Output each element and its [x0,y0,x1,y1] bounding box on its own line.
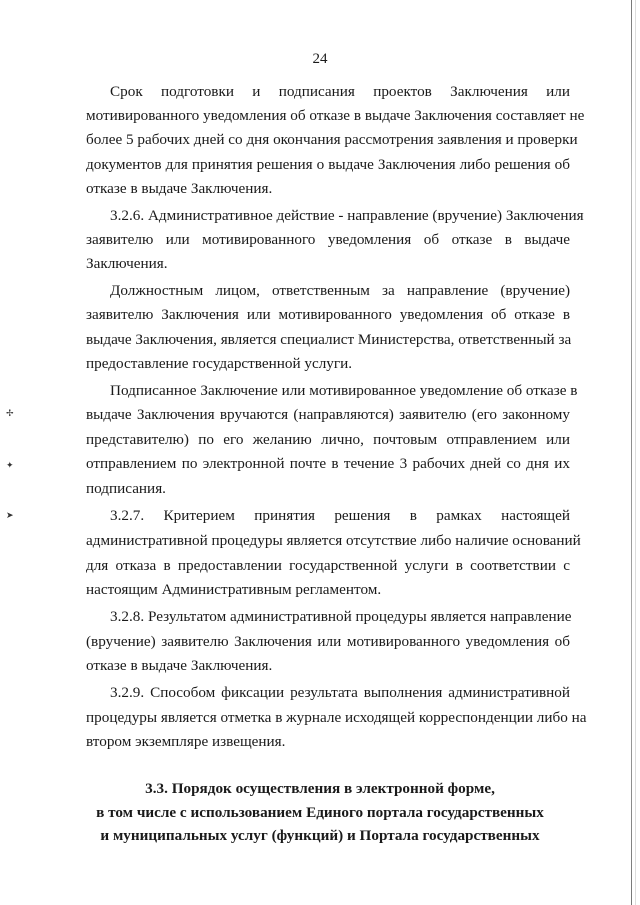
body-line: более 5 рабочих дней со дня окончания рассмотрения заявления и проверки [86,131,578,148]
body-line: втором экземпляре извещения. [86,733,286,750]
body-line: Срок подготовки и подписания проектов Заключения или [110,83,570,100]
body-line: процедуры является отметка в журнале исходящей корреспонденции либо на [86,709,587,726]
body-line: 3.2.6. Административное действие - направление (вручение) Заключения [110,207,584,224]
body-line: Подписанное Заключение или мотивированное уведомление об отказе в [110,382,578,399]
margin-speck: ✦ [6,460,14,470]
body-line: документов для принятия решения о выдаче Заключения либо решения об [86,156,570,173]
body-line: предоставление государственной услуги. [86,355,353,372]
body-line: настоящим Административным регламентом. [86,581,382,598]
body-line: для отказа в предоставлении государственной услуги в соответствии с [86,557,570,574]
body-line: Должностным лицом, ответственным за направление (вручение) [110,282,570,299]
body-line: отказе в выдаче Заключения. [86,657,273,674]
body-line: мотивированного уведомления об отказе в выдаче Заключения составляет не [86,107,585,124]
heading-line: 3.3. Порядок осуществления в электронной форме, [145,780,495,797]
heading-line: и муниципальных услуг (функций) и Портала государственных [100,827,540,844]
body-line: административной процедуры является отсутствие либо наличие оснований [86,532,581,549]
scan-edge-line [631,0,632,905]
body-line: Заключения. [86,255,168,272]
body-line: 3.2.8. Результатом административной процедуры является направление [110,608,572,625]
margin-speck: ✢ [6,408,14,418]
heading-line: в том числе с использованием Единого портала государственных [96,804,544,821]
body-line: выдаче Заключения, является специалист Министерства, ответственный за [86,331,572,348]
body-line: выдаче Заключения вручаются (направляются) заявителю (его законному [86,406,570,423]
body-line: представителю) по его желанию лично, почтовым отправлением или [86,431,570,448]
page-number: 24 [312,51,328,67]
body-line: 3.2.7. Критерием принятия решения в рамках настоящей [110,507,570,524]
scan-edge-shadow [635,0,636,905]
body-line: (вручение) заявителю Заключения или мотивированного уведомления об [86,633,570,650]
body-line: подписания. [86,480,166,497]
margin-speck: ➤ [6,510,14,520]
body-line: отказе в выдаче Заключения. [86,180,273,197]
body-line: заявителю Заключения или мотивированного уведомления об отказе в [86,306,570,323]
body-line: отправлением по электронной почте в течение 3 рабочих дней со дня их [86,455,570,472]
body-line: 3.2.9. Способом фиксации результата выполнения административной [110,684,570,701]
body-line: заявителю или мотивированного уведомления об отказе в выдаче [86,231,570,248]
